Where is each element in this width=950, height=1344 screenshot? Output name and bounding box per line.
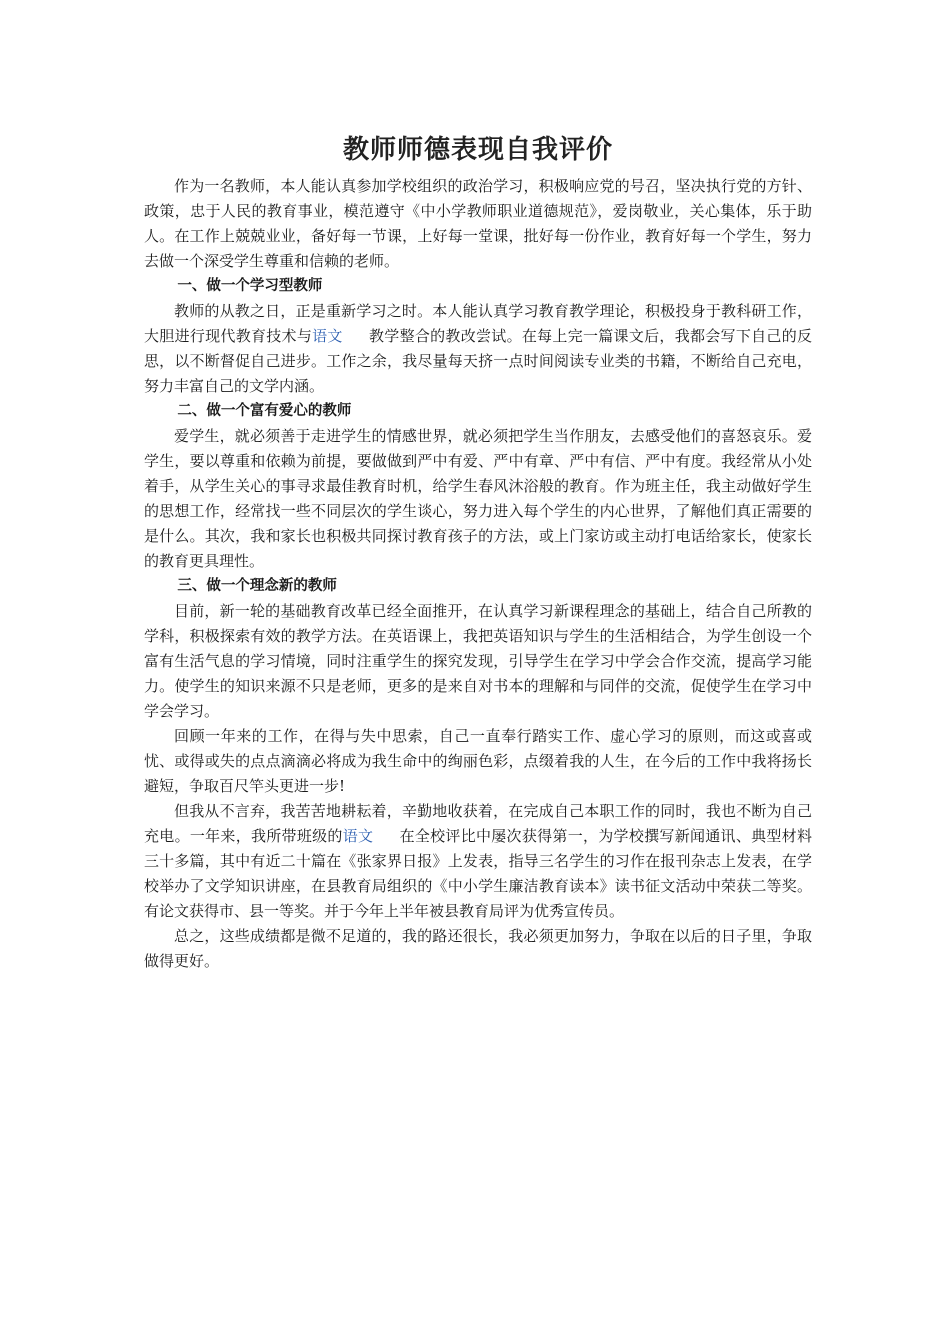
document-page	[144, 128, 812, 974]
paragraph-learning-text-2: 教学整合的教改尝试。在每上完一篇课文后，我都会写下自己的反思，以不断督促自己进步。工作之余，我尽量每天挤一点时间阅读专业类的书籍，不断给自己充电，努力丰富自己的文学内涵。	[144, 327, 812, 395]
chinese-subject-link[interactable]: 语文	[312, 327, 343, 345]
section-heading-1: 一、做一个学习型教师	[177, 278, 323, 294]
paragraph-review: 回顾一年来的工作，在得与失中思索，自己一直奉行踏实工作、虚心学习的原则，而这或喜或忧、或得或失的点点滴滴必将成为我生命中的绚丽色彩，点缀着我的人生，在今后的工作中我将扬长避短，争取百尺竿头更进一步!	[144, 727, 812, 795]
paragraph-caring: 爱学生，就必须善于走进学生的情感世界，就必须把学生当作朋友，去感受他们的喜怒哀乐。爱学生，要以尊重和依赖为前提，要做做到严中有爱、严中有章、严中有信、严中有度。我经常从小处着手，从学生关心的事寻求最佳教育时机，给学生春风沐浴般的教育。作为班主任，我主动做好学生的思想工作，经常找一些不同层次的学生谈心，努力进入每个学生的内心世界，了解他们真正需要的是什么。其次，我和家长也积极共同探讨教育孩子的方法，或上门家访或主动打电话给家长，使家长的教育更具理性。	[144, 427, 812, 570]
paragraph-new-ideas: 目前，新一轮的基础教育改革已经全面推开，在认真学习新课程理念的基础上，结合自己所教的学科，积极探索有效的教学方法。在英语课上，我把英语知识与学生的生活相结合，为学生创设一个富有生活气息的学习情境，同时注重学生的探究发现，引导学生在学习中学会合作交流，提高学习能力。使学生的知识来源不只是老师，更多的是来自对书本的理解和与同伴的交流，促使学生在学习中学会学习。	[144, 602, 812, 720]
paragraph-achievements-text-1: 但我从不言弃，我苦苦地耕耘着，辛勤地收获着，在完成自己本职工作的同时，我也不断为自己充电。一年来，我所带班级的	[144, 802, 812, 845]
section-heading-3: 三、做一个理念新的教师	[177, 578, 337, 594]
paragraph-conclusion: 总之，这些成绩都是微不足道的，我的路还很长，我必须更加努力，争取在以后的日子里，争取做得更好。	[144, 927, 812, 970]
paragraph-intro: 作为一名教师，本人能认真参加学校组织的政治学习，积极响应党的号召，坚决执行党的方针、政策，忠于人民的教育事业，模范遵守《中小学教师职业道德规范》，爱岗敬业，关心集体，乐于助人。在工作上兢兢业业，备好每一节课，上好每一堂课，批好每一份作业，教育好每一个学生，努力去做一个深受学生尊重和信赖的老师。	[144, 177, 812, 270]
paragraph-learning-text-1: 教师的从教之日，正是重新学习之时。本人能认真学习教育教学理论，积极投身于教科研工作，大胆进行现代教育技术与	[144, 302, 812, 345]
document-title: 教师师德表现自我评价	[342, 135, 613, 165]
paragraph-achievements-text-2: 在全校评比中屡次获得第一，为学校撰写新闻通讯、典型材料三十多篇，其中有近二十篇在《张家界日报》上发表，指导三名学生的习作在报刊杂志上发表，在学校举办了文学知识讲座，在县教育局组织的《中小学生廉洁教育读本》读书征文活动中荣获二等奖。有论文获得市、县一等奖。并于今年上半年被县教育局评为优秀宣传员。	[144, 827, 812, 920]
section-heading-2: 二、做一个富有爱心的教师	[177, 403, 352, 419]
chinese-subject-link[interactable]: 语文	[342, 827, 374, 845]
paragraph-achievements	[144, 799, 812, 924]
paragraph-learning	[144, 299, 812, 399]
